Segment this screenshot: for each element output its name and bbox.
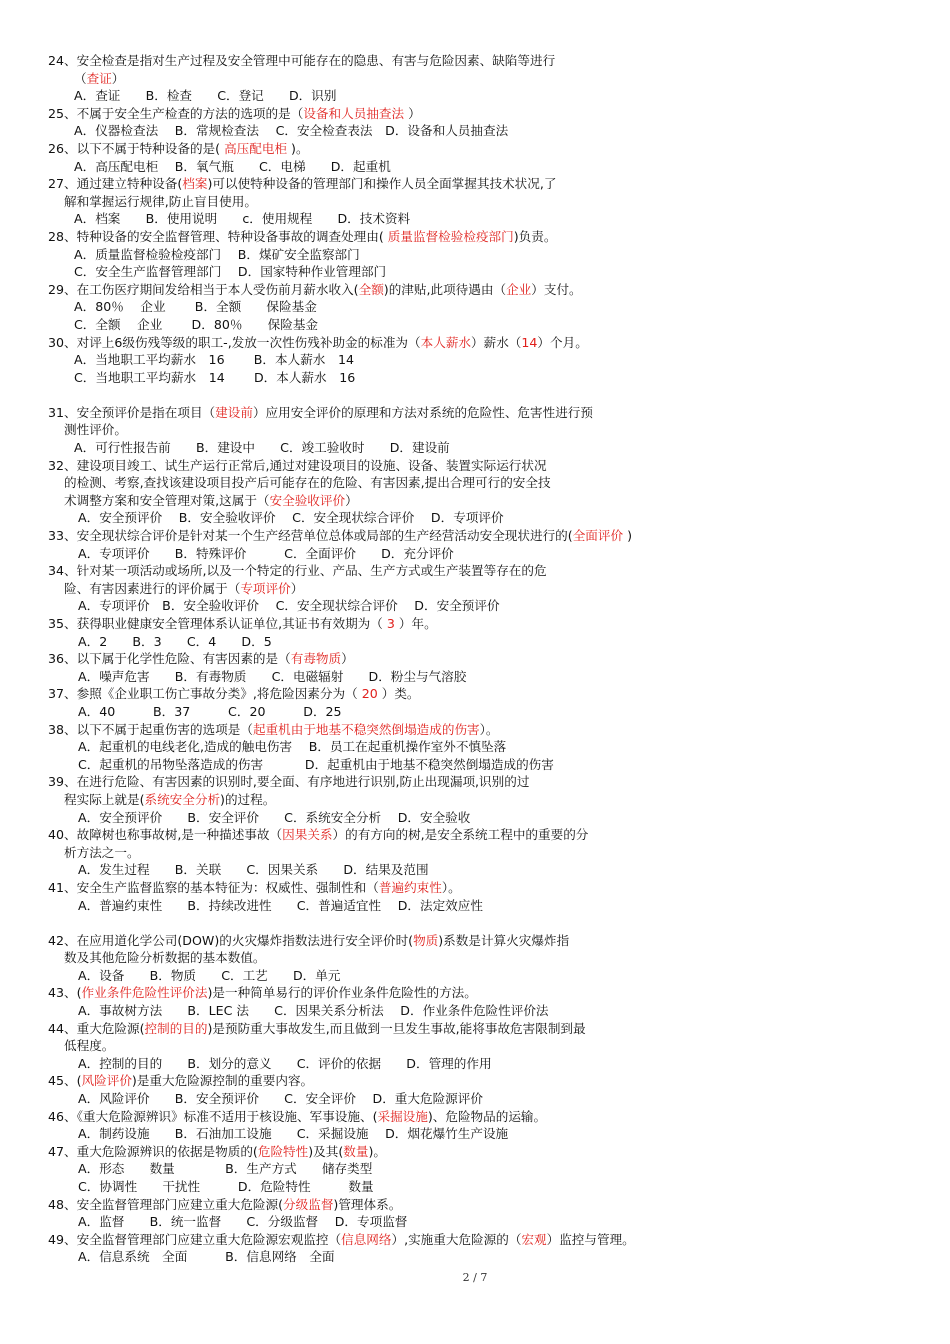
answer-text: 高压配电柜 xyxy=(224,140,288,156)
answer-text: 普遍约束性 xyxy=(378,879,442,895)
text-segment: 29、在工伤医疗期间发给相当于本人受伤前月薪水收入( xyxy=(48,281,359,297)
text-segment: 低程度。 xyxy=(64,1038,115,1054)
text-segment: 25、不属于安全生产检查的方法的选项的是（ xyxy=(48,105,304,121)
option-line xyxy=(48,738,908,756)
blank-line xyxy=(48,386,908,404)
option-line xyxy=(48,298,908,316)
answer-text: 作业条件危险性评价法 xyxy=(81,985,208,1001)
text-segment: A．安全预评价 B．安全评价 C．系统安全分析 D．安全验收 xyxy=(78,809,471,825)
text-segment: 46、《重大危险源辨识》标准不适用于核设施、军事设施、( xyxy=(48,1108,378,1124)
text-segment: ） xyxy=(345,492,358,508)
text-segment: A．事故树方法 B．LEC 法 C．因果关系分析法 D．作业条件危险性评价法 xyxy=(78,1003,549,1019)
question-line xyxy=(48,140,908,158)
text-segment: C．安全生产监督管理部门 D．国家特种作业管理部门 xyxy=(74,264,387,280)
question-list xyxy=(48,52,908,1266)
option-line xyxy=(48,597,908,615)
question-line xyxy=(48,52,908,70)
question-line xyxy=(48,879,908,897)
answer-text: 信息网络 xyxy=(341,1231,392,1247)
option-line xyxy=(48,1160,908,1178)
text-segment: ) xyxy=(623,528,632,544)
text-segment: A．仪器检查法 B．常规检查法 C．安全检查表法 D．设备和人员抽查法 xyxy=(74,123,509,139)
answer-text: 3 xyxy=(386,616,395,631)
text-segment: 35、获得职业健康安全管理体系认证单位,其证书有效期为（ xyxy=(48,616,387,631)
answer-text: 采掘设施 xyxy=(377,1108,428,1124)
text-segment: 38、以下不属于起重伤害的选项是（ xyxy=(48,721,253,737)
option-line xyxy=(48,703,908,721)
text-segment: A．发生过程 B．关联 C．因果关系 D．结果及范围 xyxy=(78,862,429,878)
text-segment: A．制药设施 B．石油加工设施 C．采掘设施 D．烟花爆竹生产设施 xyxy=(78,1126,509,1142)
answer-text: 14 xyxy=(521,334,538,350)
answer-text: 20 xyxy=(361,686,378,702)
question-line xyxy=(48,404,908,422)
question-line xyxy=(48,1196,908,1214)
text-segment: ） xyxy=(341,651,354,667)
text-segment: A．档案 B．使用说明 c．使用规程 D．技术资料 xyxy=(74,211,411,227)
question-line xyxy=(48,650,908,668)
option-line xyxy=(48,809,908,827)
option-line xyxy=(48,1248,908,1266)
answer-text: 企业 xyxy=(506,281,532,297)
text-segment: 40、故障树也称事故树,是一种描述事故（ xyxy=(48,827,283,843)
text-segment: A．80％ 企业 B．全额 保险基金 xyxy=(74,299,317,315)
text-segment: A．质量监督检验检疫部门 B．煤矿安全监察部门 xyxy=(74,246,360,262)
question-line xyxy=(48,826,908,844)
answer-text: 分级监督 xyxy=(283,1196,334,1212)
page-number: 2 / 7 xyxy=(462,1271,488,1284)
question-line xyxy=(48,105,908,123)
text-segment: ）,实施重大危险源的（ xyxy=(391,1231,522,1247)
text-segment: 析方法之一。 xyxy=(64,844,140,860)
option-line xyxy=(48,509,908,527)
option-line xyxy=(48,668,908,686)
text-segment: 的检测、考察,查找该建设项目投产后可能存在的危险、有害因素,提出合理可行的安全技 xyxy=(64,475,551,491)
text-segment: A．信息系统 全面 B．信息网络 全面 xyxy=(78,1249,335,1265)
text-segment: 45、( xyxy=(48,1073,82,1089)
answer-text: 安全验收评价 xyxy=(269,492,346,508)
text-segment: 33、安全现状综合评价是针对某一个生产经营单位总体或局部的生产经营活动安全现状进行的( xyxy=(48,528,573,544)
option-line xyxy=(48,1055,908,1073)
text-segment: 险、有害因素进行的评价属于（ xyxy=(64,580,241,596)
question-line xyxy=(48,721,908,739)
text-segment: 49、安全监督管理部门应建立重大危险源宏观监控（ xyxy=(48,1231,342,1247)
option-line xyxy=(48,87,908,105)
text-segment: 34、针对某一项活动或场所,以及一个特定的行业、产品、生产方式或生产装置等存在的危 xyxy=(48,563,547,579)
text-segment: ）应用安全评价的原理和方法对系统的危险性、危害性进行预 xyxy=(252,404,593,420)
text-segment: A．专项评价 B．安全验收评价 C．安全现状综合评价 D．安全预评价 xyxy=(78,598,500,614)
text-segment: 43、( xyxy=(48,985,82,1001)
answer-text: 质量监督检验检疫部门 xyxy=(387,228,514,244)
answer-text: 查证 xyxy=(86,70,112,86)
question-line xyxy=(48,527,908,545)
answer-text: 控制的目的 xyxy=(144,1020,208,1036)
answer-text: 风险评价 xyxy=(81,1073,132,1089)
option-line xyxy=(48,70,908,88)
answer-text: 系统安全分析 xyxy=(144,791,221,807)
text-segment: 数及其他危险分析数据的基本数值。 xyxy=(64,950,266,966)
text-segment: A．2 B．3 C．4 D．5 xyxy=(78,633,272,649)
text-segment: 解和掌握运行规律,防止盲目使用。 xyxy=(64,193,257,209)
text-segment: A．形态 数量 B．生产方式 储存类型 xyxy=(78,1161,373,1177)
question-line xyxy=(48,1020,908,1038)
text-segment: ） xyxy=(404,105,421,121)
text-segment: )。 xyxy=(368,1143,386,1159)
text-segment: 37、参照《企业职工伤亡事故分类》,将危险因素分为（ xyxy=(48,686,362,702)
option-line xyxy=(48,439,908,457)
text-segment: 36、以下属于化学性危险、有害因素的是（ xyxy=(48,651,291,667)
option-line xyxy=(48,193,908,211)
question-line xyxy=(48,175,908,193)
option-line xyxy=(48,756,908,774)
option-line xyxy=(48,1002,908,1020)
text-segment: )及其( xyxy=(308,1143,344,1159)
text-segment: )系数是计算火灾爆炸指 xyxy=(438,932,570,948)
text-segment: C．全额 企业 D．80％ 保险基金 xyxy=(74,316,319,332)
answer-text: 全额 xyxy=(358,281,384,297)
text-segment: 32、建设项目竣工、试生产运行正常后,通过对建设项目的设施、设备、装置实际运行状况 xyxy=(48,457,547,473)
text-segment: ） xyxy=(111,70,125,86)
question-line xyxy=(48,562,908,580)
option-line xyxy=(48,492,908,510)
question-line xyxy=(48,1072,908,1090)
answer-text: 宏观 xyxy=(521,1231,547,1247)
text-segment: 39、在进行危险、有害因素的识别时,要全面、有序地进行识别,防止出现漏项,识别的过 xyxy=(48,774,530,790)
question-line xyxy=(48,281,908,299)
text-segment: 24、安全检查是指对生产过程及安全管理中可能存在的隐患、有害与危险因素、缺陷等进行 xyxy=(48,53,556,68)
option-line xyxy=(48,791,908,809)
option-line xyxy=(48,844,908,862)
text-segment: )是一种简单易行的评价作业条件危险性的方法。 xyxy=(207,985,477,1001)
text-segment: ）的有方向的树,是安全系统工程中的重要的分 xyxy=(332,827,589,843)
answer-text: 本人薪水 xyxy=(420,334,471,350)
text-segment: A．高压配电柜 B．氧气瓶 C．电梯 D．起重机 xyxy=(74,158,391,174)
text-segment: ）薪水（ xyxy=(471,334,522,350)
text-segment: 程实际上就是( xyxy=(64,791,145,807)
text-segment: C．协调性 干扰性 D．危险特性 数量 xyxy=(78,1179,374,1194)
option-line xyxy=(48,351,908,369)
option-line xyxy=(48,369,908,387)
answer-text: 全面评价 xyxy=(572,528,624,544)
text-segment: ）监控与管理。 xyxy=(546,1231,635,1247)
answer-text: 危险特性 xyxy=(257,1143,309,1159)
option-line xyxy=(48,316,908,334)
question-line xyxy=(48,457,908,475)
question-line xyxy=(48,1231,908,1249)
option-line xyxy=(48,949,908,967)
option-line xyxy=(48,158,908,176)
text-segment: 测性评价。 xyxy=(64,422,127,438)
text-segment: 47、重大危险源辨识的依据是物质的( xyxy=(48,1143,258,1159)
text-segment: 术调整方案和安全管理对策,这属于（ xyxy=(64,492,270,508)
text-segment: A．可行性报告前 B．建设中 C．竣工验收时 D．建设前 xyxy=(74,440,450,456)
text-segment: 42、在应用道化学公司(DOW)的火灾爆炸指数法进行安全评价时( xyxy=(48,932,414,948)
option-line xyxy=(48,1090,908,1108)
text-segment: ） xyxy=(290,580,304,596)
text-segment: A．起重机的电线老化,造成的触电伤害 B．员工在起重机操作室外不慎坠落 xyxy=(78,739,507,755)
text-segment: 41、安全生产监督监察的基本特征为：权威性、强制性和（ xyxy=(48,879,379,895)
text-segment: )的过程。 xyxy=(220,791,276,807)
text-segment: )、危险物品的运输。 xyxy=(427,1108,547,1124)
text-segment: )。 xyxy=(287,140,309,156)
text-segment: 30、对评上6级伤残等级的职工-,发放一次性伤残补助金的标准为（ xyxy=(48,334,421,350)
text-segment: ）支付。 xyxy=(531,281,582,297)
text-segment: A．普遍约束性 B．持续改进性 C．普遍适宜性 D．法定效应性 xyxy=(78,897,483,913)
text-segment: ）个月。 xyxy=(537,334,588,350)
text-segment: ）年。 xyxy=(394,616,437,631)
answer-text: 建设前 xyxy=(215,404,253,420)
text-segment: A．噪声危害 B．有毒物质 C．电磁辐射 D．粉尘与气溶胶 xyxy=(78,668,467,684)
text-segment: )是预防重大事故发生,而且做到一旦发生事故,能将事故危害限制到最 xyxy=(207,1020,586,1036)
text-segment: （ xyxy=(74,70,87,86)
text-segment: )可以使特种设备的管理部门和操作人员全面掌握其技术状况,了 xyxy=(207,176,557,192)
text-segment: ）。 xyxy=(441,879,461,895)
option-line xyxy=(48,474,908,492)
text-segment: 31、安全预评价是指在项目（ xyxy=(48,404,216,420)
text-segment: C．当地职工平均薪水 14 D．本人薪水 16 xyxy=(74,369,356,385)
option-line xyxy=(48,580,908,598)
text-segment: 48、安全监督管理部门应建立重大危险源( xyxy=(48,1196,284,1212)
question-line xyxy=(48,615,908,633)
text-segment: A．当地职工平均薪水 16 B．本人薪水 14 xyxy=(74,352,354,368)
question-line xyxy=(48,228,908,246)
answer-text: 起重机由于地基不稳突然倒塌造成的伤害 xyxy=(252,721,480,737)
option-line xyxy=(48,633,908,651)
text-segment: )是重大危险源控制的重要内容。 xyxy=(131,1073,314,1089)
answer-text: 设备和人员抽查法 xyxy=(303,105,405,121)
option-line xyxy=(48,967,908,985)
text-segment: 26、以下不属于特种设备的是( xyxy=(48,140,225,156)
option-line xyxy=(48,1125,908,1143)
text-segment: ）类。 xyxy=(377,686,420,702)
answer-text: 数量 xyxy=(343,1143,369,1159)
question-line xyxy=(48,984,908,1002)
text-segment: 27、通过建立特种设备( xyxy=(48,176,183,192)
option-line xyxy=(48,1037,908,1055)
question-line xyxy=(48,1143,908,1161)
option-line xyxy=(48,1178,908,1196)
blank-line xyxy=(48,914,908,932)
option-line xyxy=(48,263,908,281)
question-line xyxy=(48,932,908,950)
text-segment: )管理体系。 xyxy=(333,1196,402,1212)
option-line xyxy=(48,122,908,140)
question-line xyxy=(48,334,908,352)
text-segment: 28、特种设备的安全监督管理、特种设备事故的调查处理由( xyxy=(48,228,388,244)
question-line xyxy=(48,1108,908,1126)
answer-text: 专项评价 xyxy=(240,580,291,596)
option-line xyxy=(48,421,908,439)
text-segment: A．控制的目的 B．划分的意义 C．评价的依据 D．管理的作用 xyxy=(78,1055,492,1071)
option-line xyxy=(48,545,908,563)
text-segment: C．起重机的吊物坠落造成的伤害 D．起重机由于地基不稳突然倒塌造成的伤害 xyxy=(78,756,554,772)
text-segment: )负责。 xyxy=(513,228,557,244)
answer-text: 因果关系 xyxy=(282,827,333,843)
text-segment: A．设备 B．物质 C．工艺 D．单元 xyxy=(78,967,341,983)
text-segment: A．查证 B．检查 C．登记 D．识别 xyxy=(74,88,337,104)
text-segment: ）。 xyxy=(479,721,499,737)
answer-text: 物质 xyxy=(413,932,439,948)
text-segment: A．安全预评价 B．安全验收评价 C．安全现状综合评价 D．专项评价 xyxy=(78,510,504,526)
answer-text: 有毒物质 xyxy=(290,651,342,667)
option-line xyxy=(48,861,908,879)
text-segment: 44、重大危险源( xyxy=(48,1020,145,1036)
option-line xyxy=(48,1213,908,1231)
question-line xyxy=(48,685,908,703)
answer-text: 档案 xyxy=(182,176,208,192)
option-line xyxy=(48,210,908,228)
text-segment: )的津贴,此项待遇由（ xyxy=(383,281,507,297)
text-segment: A．40 B．37 C．20 D．25 xyxy=(78,703,342,719)
question-line xyxy=(48,773,908,791)
option-line xyxy=(48,246,908,264)
text-segment: A．监督 B．统一监督 C．分级监督 D．专项监督 xyxy=(78,1214,408,1230)
text-segment: A．风险评价 B．安全预评价 C．安全评价 D．重大危险源评价 xyxy=(78,1091,483,1107)
option-line xyxy=(48,897,908,915)
text-segment: A．专项评价 B．特殊评价 C．全面评价 D．充分评价 xyxy=(78,545,454,561)
